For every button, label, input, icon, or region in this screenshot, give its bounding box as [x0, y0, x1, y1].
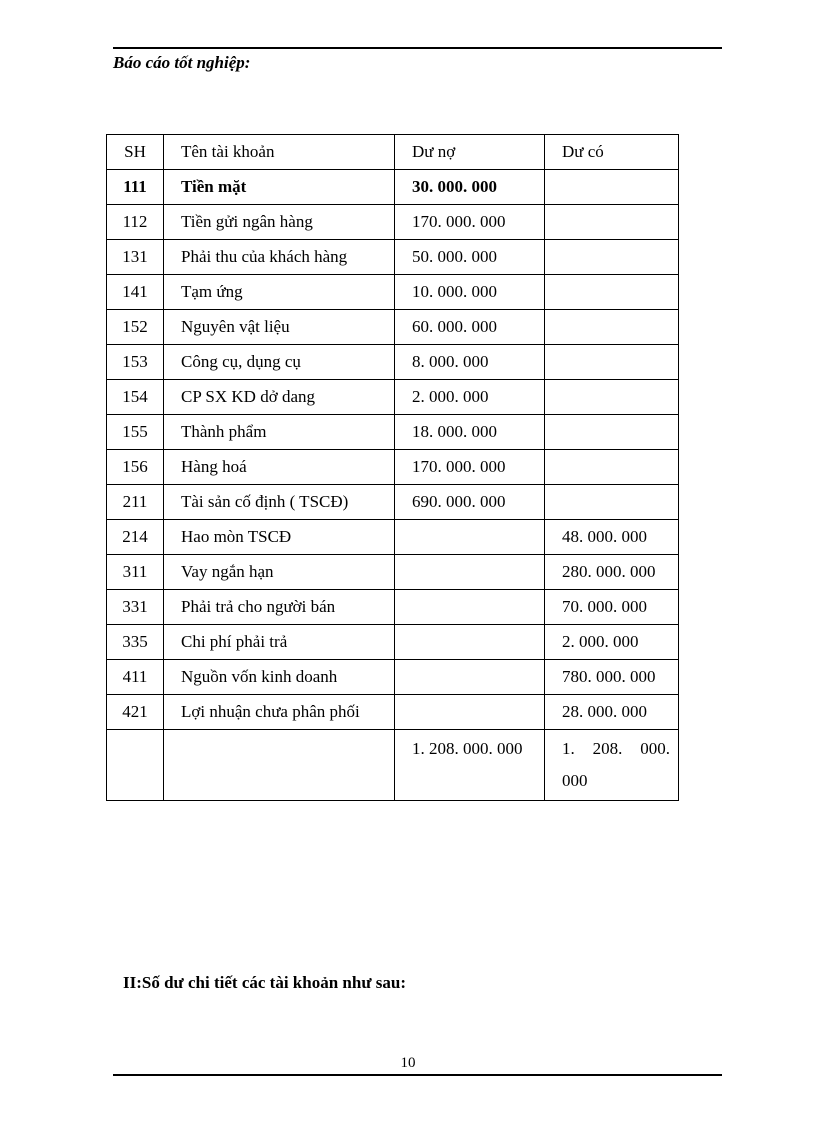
total-row: [107, 730, 679, 801]
account-name: Tạm ứng: [164, 275, 395, 310]
debit-balance: 30. 000. 000: [395, 170, 545, 205]
credit-balance: [545, 240, 679, 275]
debit-balance: 170. 000. 000: [395, 205, 545, 240]
page-number: 10: [400, 1055, 416, 1071]
credit-balance: [545, 275, 679, 310]
header-debit: Dư nợ: [395, 135, 545, 170]
account-balance-table: [106, 134, 679, 801]
debit-balance: [395, 695, 545, 730]
account-number: 156: [107, 450, 164, 485]
credit-balance: [545, 170, 679, 205]
credit-balance: [545, 345, 679, 380]
credit-balance: [545, 205, 679, 240]
table-row: [107, 240, 679, 275]
account-name: Công cụ, dụng cụ: [164, 345, 395, 380]
credit-balance: [545, 310, 679, 345]
credit-balance: [545, 450, 679, 485]
total-name: [164, 730, 395, 801]
table-row: [107, 310, 679, 345]
account-number: 141: [107, 275, 164, 310]
account-number: 335: [107, 625, 164, 660]
account-name: Vay ngắn hạn: [164, 555, 395, 590]
account-number: 131: [107, 240, 164, 275]
table-row: [107, 415, 679, 450]
table-row: [107, 345, 679, 380]
account-number: 112: [107, 205, 164, 240]
table-header-row: [107, 135, 679, 170]
credit-balance: [545, 485, 679, 520]
account-number: 153: [107, 345, 164, 380]
credit-balance: 48. 000. 000: [545, 520, 679, 555]
table-row: [107, 380, 679, 415]
table-row: [107, 275, 679, 310]
header-credit: Dư có: [545, 135, 679, 170]
table-row: [107, 625, 679, 660]
account-name: Phải thu của khách hàng: [164, 240, 395, 275]
credit-balance: 70. 000. 000: [545, 590, 679, 625]
debit-balance: 60. 000. 000: [395, 310, 545, 345]
table-row: [107, 205, 679, 240]
account-name: Nguyên vật liệu: [164, 310, 395, 345]
header-sh: SH: [107, 135, 164, 170]
account-name: Nguồn vốn kinh doanh: [164, 660, 395, 695]
account-number: 331: [107, 590, 164, 625]
account-number: 214: [107, 520, 164, 555]
debit-balance: 690. 000. 000: [395, 485, 545, 520]
debit-balance: 18. 000. 000: [395, 415, 545, 450]
account-name: Hàng hoá: [164, 450, 395, 485]
footer-rule: [113, 1074, 722, 1076]
debit-balance: [395, 660, 545, 695]
credit-balance: 28. 000. 000: [545, 695, 679, 730]
debit-balance: 50. 000. 000: [395, 240, 545, 275]
debit-balance: 8. 000. 000: [395, 345, 545, 380]
account-name: Hao mòn TSCĐ: [164, 520, 395, 555]
table-row: [107, 170, 679, 205]
header-account-name: Tên tài khoản: [164, 135, 395, 170]
debit-balance: [395, 625, 545, 660]
account-number: 411: [107, 660, 164, 695]
account-name: Tài sản cố định ( TSCĐ): [164, 485, 395, 520]
section-heading: II:Số dư chi tiết các tài khoản như sau:: [123, 973, 406, 992]
debit-balance: [395, 520, 545, 555]
document-header-title: Báo cáo tốt nghiệp:: [113, 53, 251, 72]
account-number: 111: [107, 170, 164, 205]
account-name: Tiền mặt: [164, 170, 395, 205]
credit-balance: 780. 000. 000: [545, 660, 679, 695]
account-name: Phải trả cho người bán: [164, 590, 395, 625]
header-rule: [113, 47, 722, 49]
account-name: Chi phí phải trả: [164, 625, 395, 660]
debit-balance: [395, 590, 545, 625]
debit-balance: 2. 000. 000: [395, 380, 545, 415]
table-row: [107, 695, 679, 730]
account-number: 421: [107, 695, 164, 730]
account-number: 211: [107, 485, 164, 520]
table-row: [107, 450, 679, 485]
credit-balance: 280. 000. 000: [545, 555, 679, 590]
debit-balance: 170. 000. 000: [395, 450, 545, 485]
account-number: 311: [107, 555, 164, 590]
credit-balance: [545, 415, 679, 450]
credit-balance: [545, 380, 679, 415]
total-debit: 1. 208. 000. 000: [395, 730, 545, 801]
table-row: [107, 485, 679, 520]
account-name: Thành phẩm: [164, 415, 395, 450]
credit-balance: 2. 000. 000: [545, 625, 679, 660]
total-credit: 1. 208. 000. 000: [545, 730, 679, 801]
table-row: [107, 590, 679, 625]
account-name: CP SX KD dở dang: [164, 380, 395, 415]
table-row: [107, 555, 679, 590]
account-number: 154: [107, 380, 164, 415]
debit-balance: [395, 555, 545, 590]
account-number: 155: [107, 415, 164, 450]
account-name: Tiền gửi ngân hàng: [164, 205, 395, 240]
table-row: [107, 660, 679, 695]
total-sh: [107, 730, 164, 801]
table-row: [107, 520, 679, 555]
debit-balance: 10. 000. 000: [395, 275, 545, 310]
account-number: 152: [107, 310, 164, 345]
account-name: Lợi nhuận chưa phân phối: [164, 695, 395, 730]
